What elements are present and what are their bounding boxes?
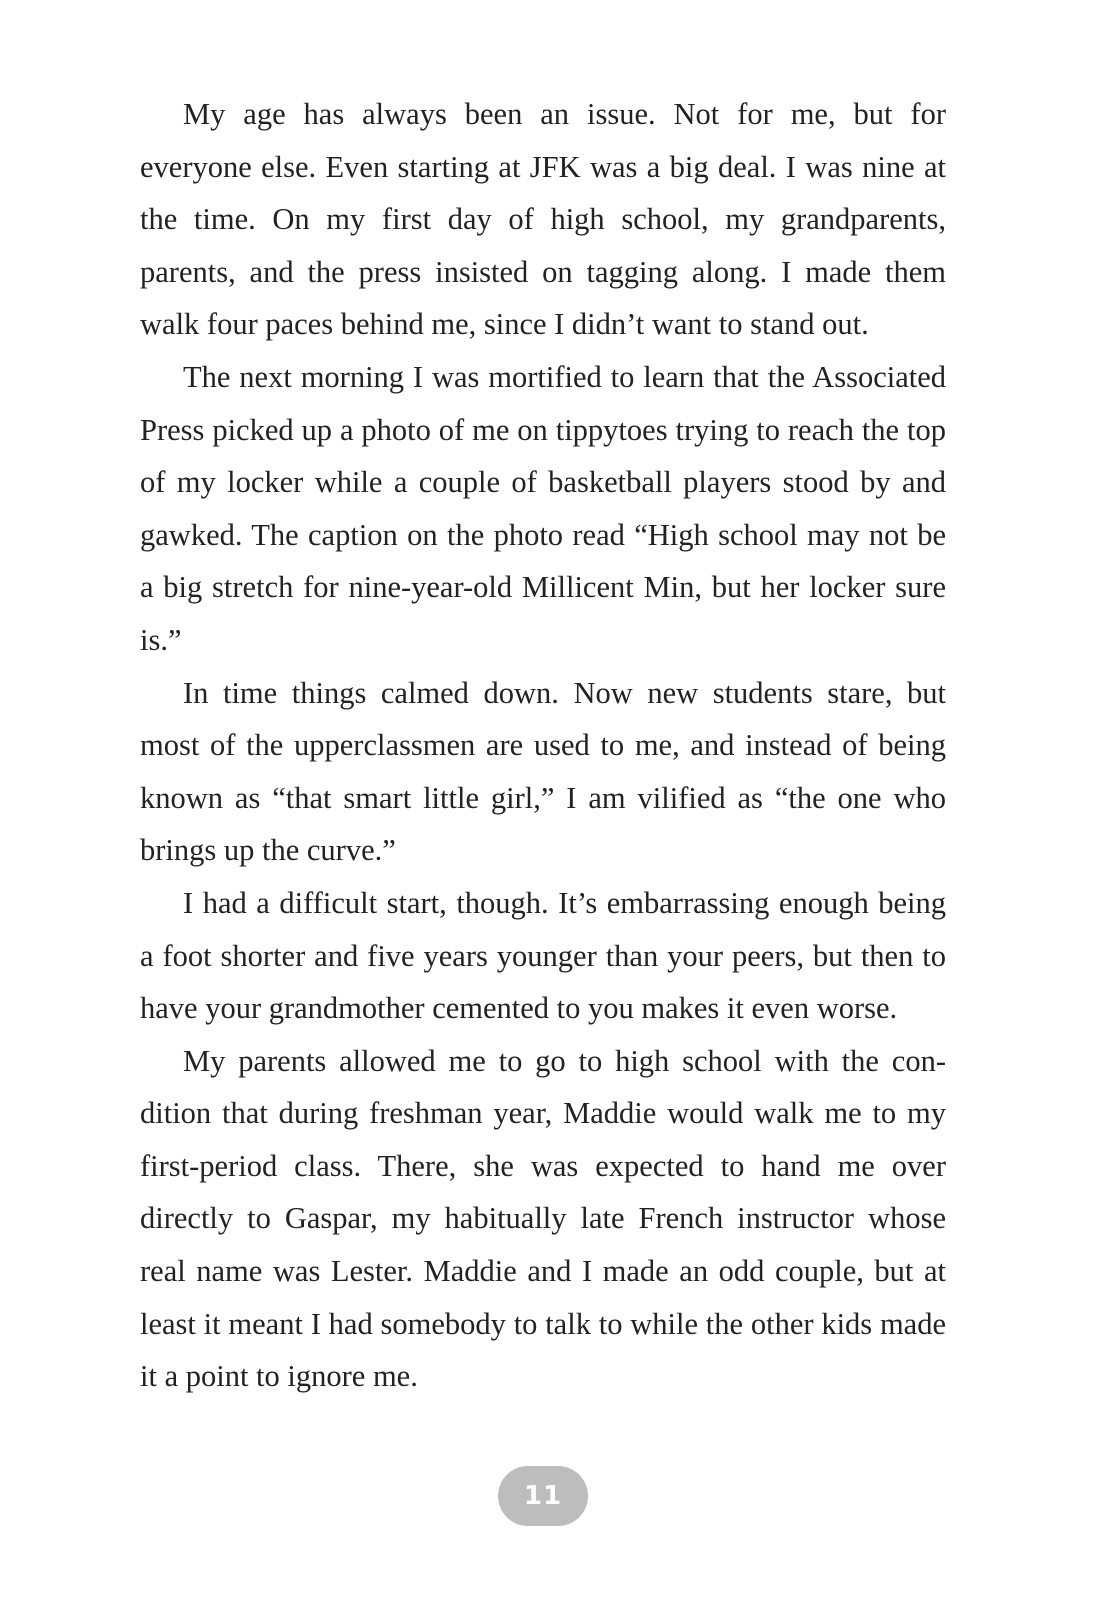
page-number-badge bbox=[498, 1466, 588, 1526]
paragraph-3: In time things calmed down. Now new students stare, but most of the upperclassmen are used to me, and instead of being known as “that smart little girl,” I am vilified as “the one who brings up the curve.” bbox=[140, 675, 946, 868]
paragraph-5: My parents allowed me to go to high school with the condition that during freshman year, Maddie would walk me to my first-period class. There, she was expected to hand me over directly to Gaspar, my habitually late French instructor whose real name was Lester. Maddie and I made an odd couple, but at least it meant I had somebody to talk to while the other kids made it a point to ignore me. bbox=[140, 1043, 946, 1394]
page-number: 11 bbox=[523, 1481, 563, 1511]
paragraph-4: I had a difficult start, though. It’s embarrassing enough being a foot shorter and five years younger than your peers, but then to have your grandmother cemented to you makes it even worse. bbox=[140, 885, 946, 1026]
paragraph-1: My age has always been an issue. Not for me, but for everyone else. Even starting at JFK was a big deal. I was nine at the time. On my first day of high school, my grandparents, parents, and the press insisted on tagging along. I made them walk four paces behind me, since I didn’t want to stand out. bbox=[140, 97, 946, 342]
paragraph-2: The next morning I was mortified to learn that the Associated Press picked up a photo of me on tippytoes trying to reach the top of my locker while a couple of basketball players stood by and gawked. The caption on the photo read “High school may not be a big stretch for nine-year-old Millicent Min, but her locker sure is.” bbox=[140, 359, 946, 657]
body-text bbox=[140, 88, 946, 1403]
